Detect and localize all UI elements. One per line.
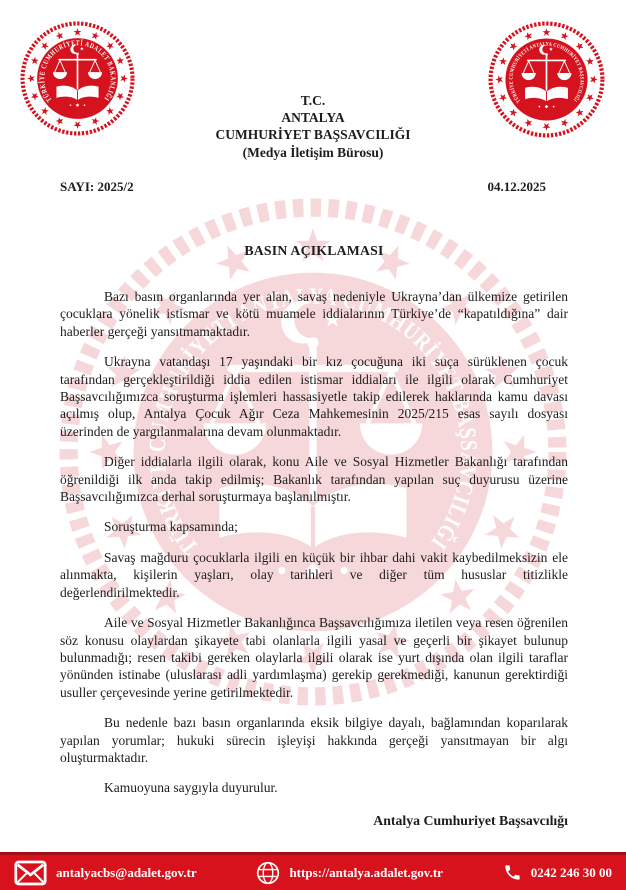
phone-icon — [503, 863, 522, 882]
footer-phone — [503, 863, 612, 882]
letterhead-tc: T.C. — [300, 93, 326, 108]
footer-email-text: antalyacbs@adalet.gov.tr — [56, 864, 197, 880]
letterhead — [140, 92, 486, 161]
paragraph-2: Ukrayna vatandaşı 17 yaşındaki bir kız çocuğuna iki suça sürüklenen çocuk tarafından gerçekleştirildiği iddia edilen istismar iddiaları ile ilgili olarak Cumhuriyet Başsavcılığımızca soruşturma işlemleri hassasiyetle takip edilerek haklarında kamu davası açılmış olup, Antalya Çocuk Ağır Ceza Mahkemesinin 2025/215 esas sayılı dosyası üzerinden de yargılanmalarına devam olunmaktadır. — [60, 354, 568, 439]
letterhead-bureau: (Medya İletişim Bürosu) — [242, 144, 384, 160]
document-body — [60, 243, 568, 829]
footer-website-text: https://antalya.adalet.gov.tr — [289, 864, 443, 880]
signature: Antalya Cumhuriyet Başsavcılığı — [373, 812, 568, 828]
footer-email — [14, 860, 197, 886]
footer-contact-bar — [0, 852, 626, 890]
letterhead-office: CUMHURİYET BAŞSAVCILIĞI — [215, 127, 411, 143]
document-title: BASIN AÇIKLAMASI — [244, 243, 384, 258]
reference-row — [60, 179, 546, 195]
paragraph-1: Bazı basın organlarında yer alan, savaş nedeniyle Ukrayna’dan ülkemize getirilen çocuklara yönelik istismar ve kötü muamele iddialarının Türkiye’de “kapatıldığına” dair haberler gerçeği yansıtmamaktadır. — [60, 289, 568, 339]
footer-phone-text: 0242 246 30 00 — [530, 864, 612, 880]
closing-line: Kamuoyuna saygıyla duyurulur. — [104, 780, 278, 796]
reference-number: SAYI: 2025/2 — [60, 179, 134, 194]
letterhead-city: ANTALYA — [281, 110, 345, 126]
ministry-of-justice-seal-icon — [19, 20, 136, 137]
antalya-prosecutor-seal-icon — [487, 20, 606, 139]
envelope-icon — [14, 860, 47, 886]
paragraph-6: Aile ve Sosyal Hizmetler Bakanlığınca Başsavcılığımıza iletilen veya resen öğrenilen söz konusu olaylardan şikayete tabi olanlarla ilgili yasal ve geçerli bir şikayet bulunup bulunmadığı; resen takibi gereken olaylarla ilgili olarak ise yurt dışında olan ilgili taraflar yönünden istinabe (uluslarası adli yardımlaşma) gerekip gerekmediği, kanunun gerektirdiği usuller çerçevesinde yerine getirilmektedir. — [60, 615, 568, 700]
document-date: 04.12.2025 — [487, 179, 546, 194]
paragraph-4: Soruşturma kapsamında; — [104, 519, 238, 535]
footer-website — [256, 861, 442, 885]
paragraph-7: Bu nedenle bazı basın organlarında eksik bilgiye dayalı, bağlamından koparılarak yapılan yorumlar; hukuki sürecin işleyişi hakkında gerçeği yansıtmayan bir algı oluşturmaktadır. — [60, 715, 568, 765]
paragraph-3: Diğer iddialarla ilgili olarak, konu Aile ve Sosyal Hizmetler Bakanlığı tarafından öğrenildiği ilk anda takip edilmiş; Bakanlık tarafından yapılan suç duyurusu üzerine Başsavcılığımızca derhal soruşturmaya başlanılmıştır. — [60, 454, 568, 505]
paragraph-5: Savaş mağduru çocuklarla ilgili en küçük bir ihbar dahi vakit kaybedilmeksizin ele alınmakta, kişilerin yaşları, olay tarihleri ve diğer tüm hususlar titizlikle değerlendirilmektedir. — [60, 549, 568, 600]
globe-icon — [256, 861, 280, 885]
